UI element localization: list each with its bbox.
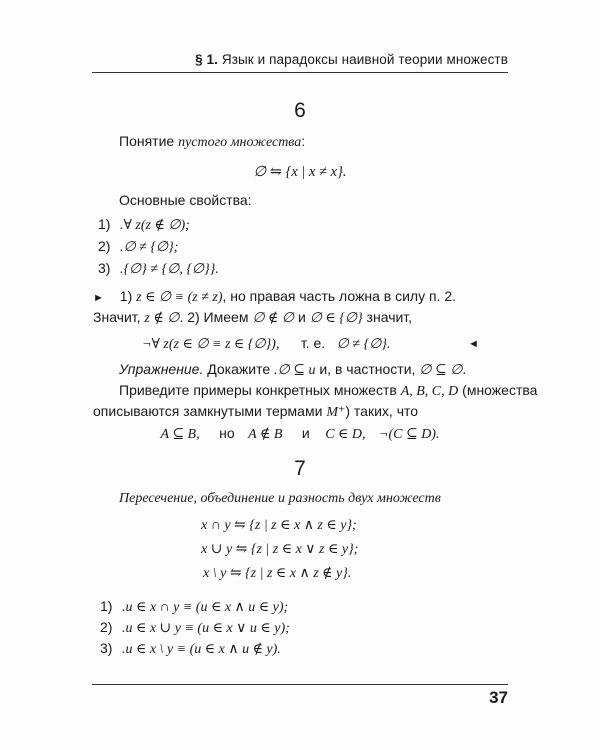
- property-number: 3): [100, 640, 113, 656]
- header-rule: [92, 72, 508, 73]
- union-definition: x ∪ y ⇋ {z | z ∈ x ∨ z ∈ y};: [201, 542, 359, 557]
- property-formula: .{∅} ≠ {∅, {∅}}.: [119, 262, 219, 277]
- property-formula: .u ∈ x \ y ≡ (u ∈ x ∧ u ∉ y).: [121, 642, 281, 657]
- property-formula: .u ∈ x ∩ y ≡ (u ∈ x ∧ u ∈ y);: [121, 600, 289, 615]
- property-item: [100, 619, 290, 637]
- section-6-number: 6: [294, 99, 306, 122]
- property-item: [100, 640, 281, 658]
- proof-te: т. е.: [300, 335, 326, 351]
- property-formula: .∅ ≠ {∅};: [119, 240, 179, 255]
- property-formula: .u ∈ x ∪ y ≡ (u ∈ x ∨ u ∈ y);: [121, 621, 290, 636]
- page-number: 37: [489, 688, 508, 707]
- difference-definition: x \ y ⇋ {z | z ∈ x ∧ z ∉ y}.: [203, 566, 352, 581]
- property-formula: .∀ z(z ∉ ∅);: [119, 218, 190, 233]
- property-item: [98, 238, 178, 256]
- section-7-number: 7: [294, 457, 306, 480]
- empty-set-term: пустого множества: [178, 135, 302, 150]
- proof-formula-line: [142, 335, 390, 353]
- section-mark: § 1.: [195, 52, 218, 67]
- footer-rule: [92, 684, 508, 685]
- property-number: 2): [100, 619, 113, 635]
- examples-line-1: Приведите примеры конкретных множеств A, B, C, D (множества: [119, 382, 538, 399]
- running-header: [195, 52, 508, 67]
- examples-formula: A ⊆ B, но A ∉ B и C ∈ D, ¬(C ⊆ D).: [160, 425, 440, 442]
- exercise-line: Упражнение. Докажите .∅ ⊆ u и, в частности, ∅ ⊆ ∅.: [119, 361, 467, 378]
- property-number: 3): [98, 260, 111, 276]
- proof-conclusion: ∅ ≠ {∅}.: [336, 337, 391, 352]
- property-number: 2): [98, 238, 111, 254]
- properties-label: Основные свойства:: [119, 192, 252, 208]
- empty-set-intro: Понятие пустого множества:: [119, 133, 306, 150]
- property-item: [98, 216, 190, 234]
- proof-formula: ¬∀ z(z ∈ ∅ ≡ z ∈ {∅}),: [142, 337, 280, 352]
- property-item: [98, 260, 219, 278]
- empty-set-definition: ∅ ⇋ {x | x ≠ x}.: [253, 164, 347, 180]
- chapter-title: Язык и парадоксы наивной теории множеств: [221, 52, 508, 67]
- property-number: 1): [100, 598, 113, 614]
- intersection-definition: x ∩ y ⇋ {z | z ∈ x ∧ z ∈ y};: [201, 518, 357, 533]
- property-number: 1): [98, 216, 111, 232]
- exercise-label: Упражнение.: [119, 361, 204, 377]
- proof-line-1: ► 1) z ∈ ∅ ≡ (z ≠ z), но правая часть ложна в силу п. 2.: [93, 288, 457, 305]
- section-7-heading: Пересечение, объединение и разность двух множеств: [119, 491, 441, 506]
- proof-start-icon: ►: [93, 292, 104, 304]
- proof-end-icon: ◄: [468, 338, 479, 350]
- property-item: [100, 598, 288, 616]
- proof-line-2: Значит, z ∉ ∅. 2) Имеем ∅ ∉ ∅ и ∅ ∈ {∅} значит,: [93, 309, 413, 326]
- examples-line-2: описываются замкнутыми термами M⁺) таких, что: [93, 403, 419, 420]
